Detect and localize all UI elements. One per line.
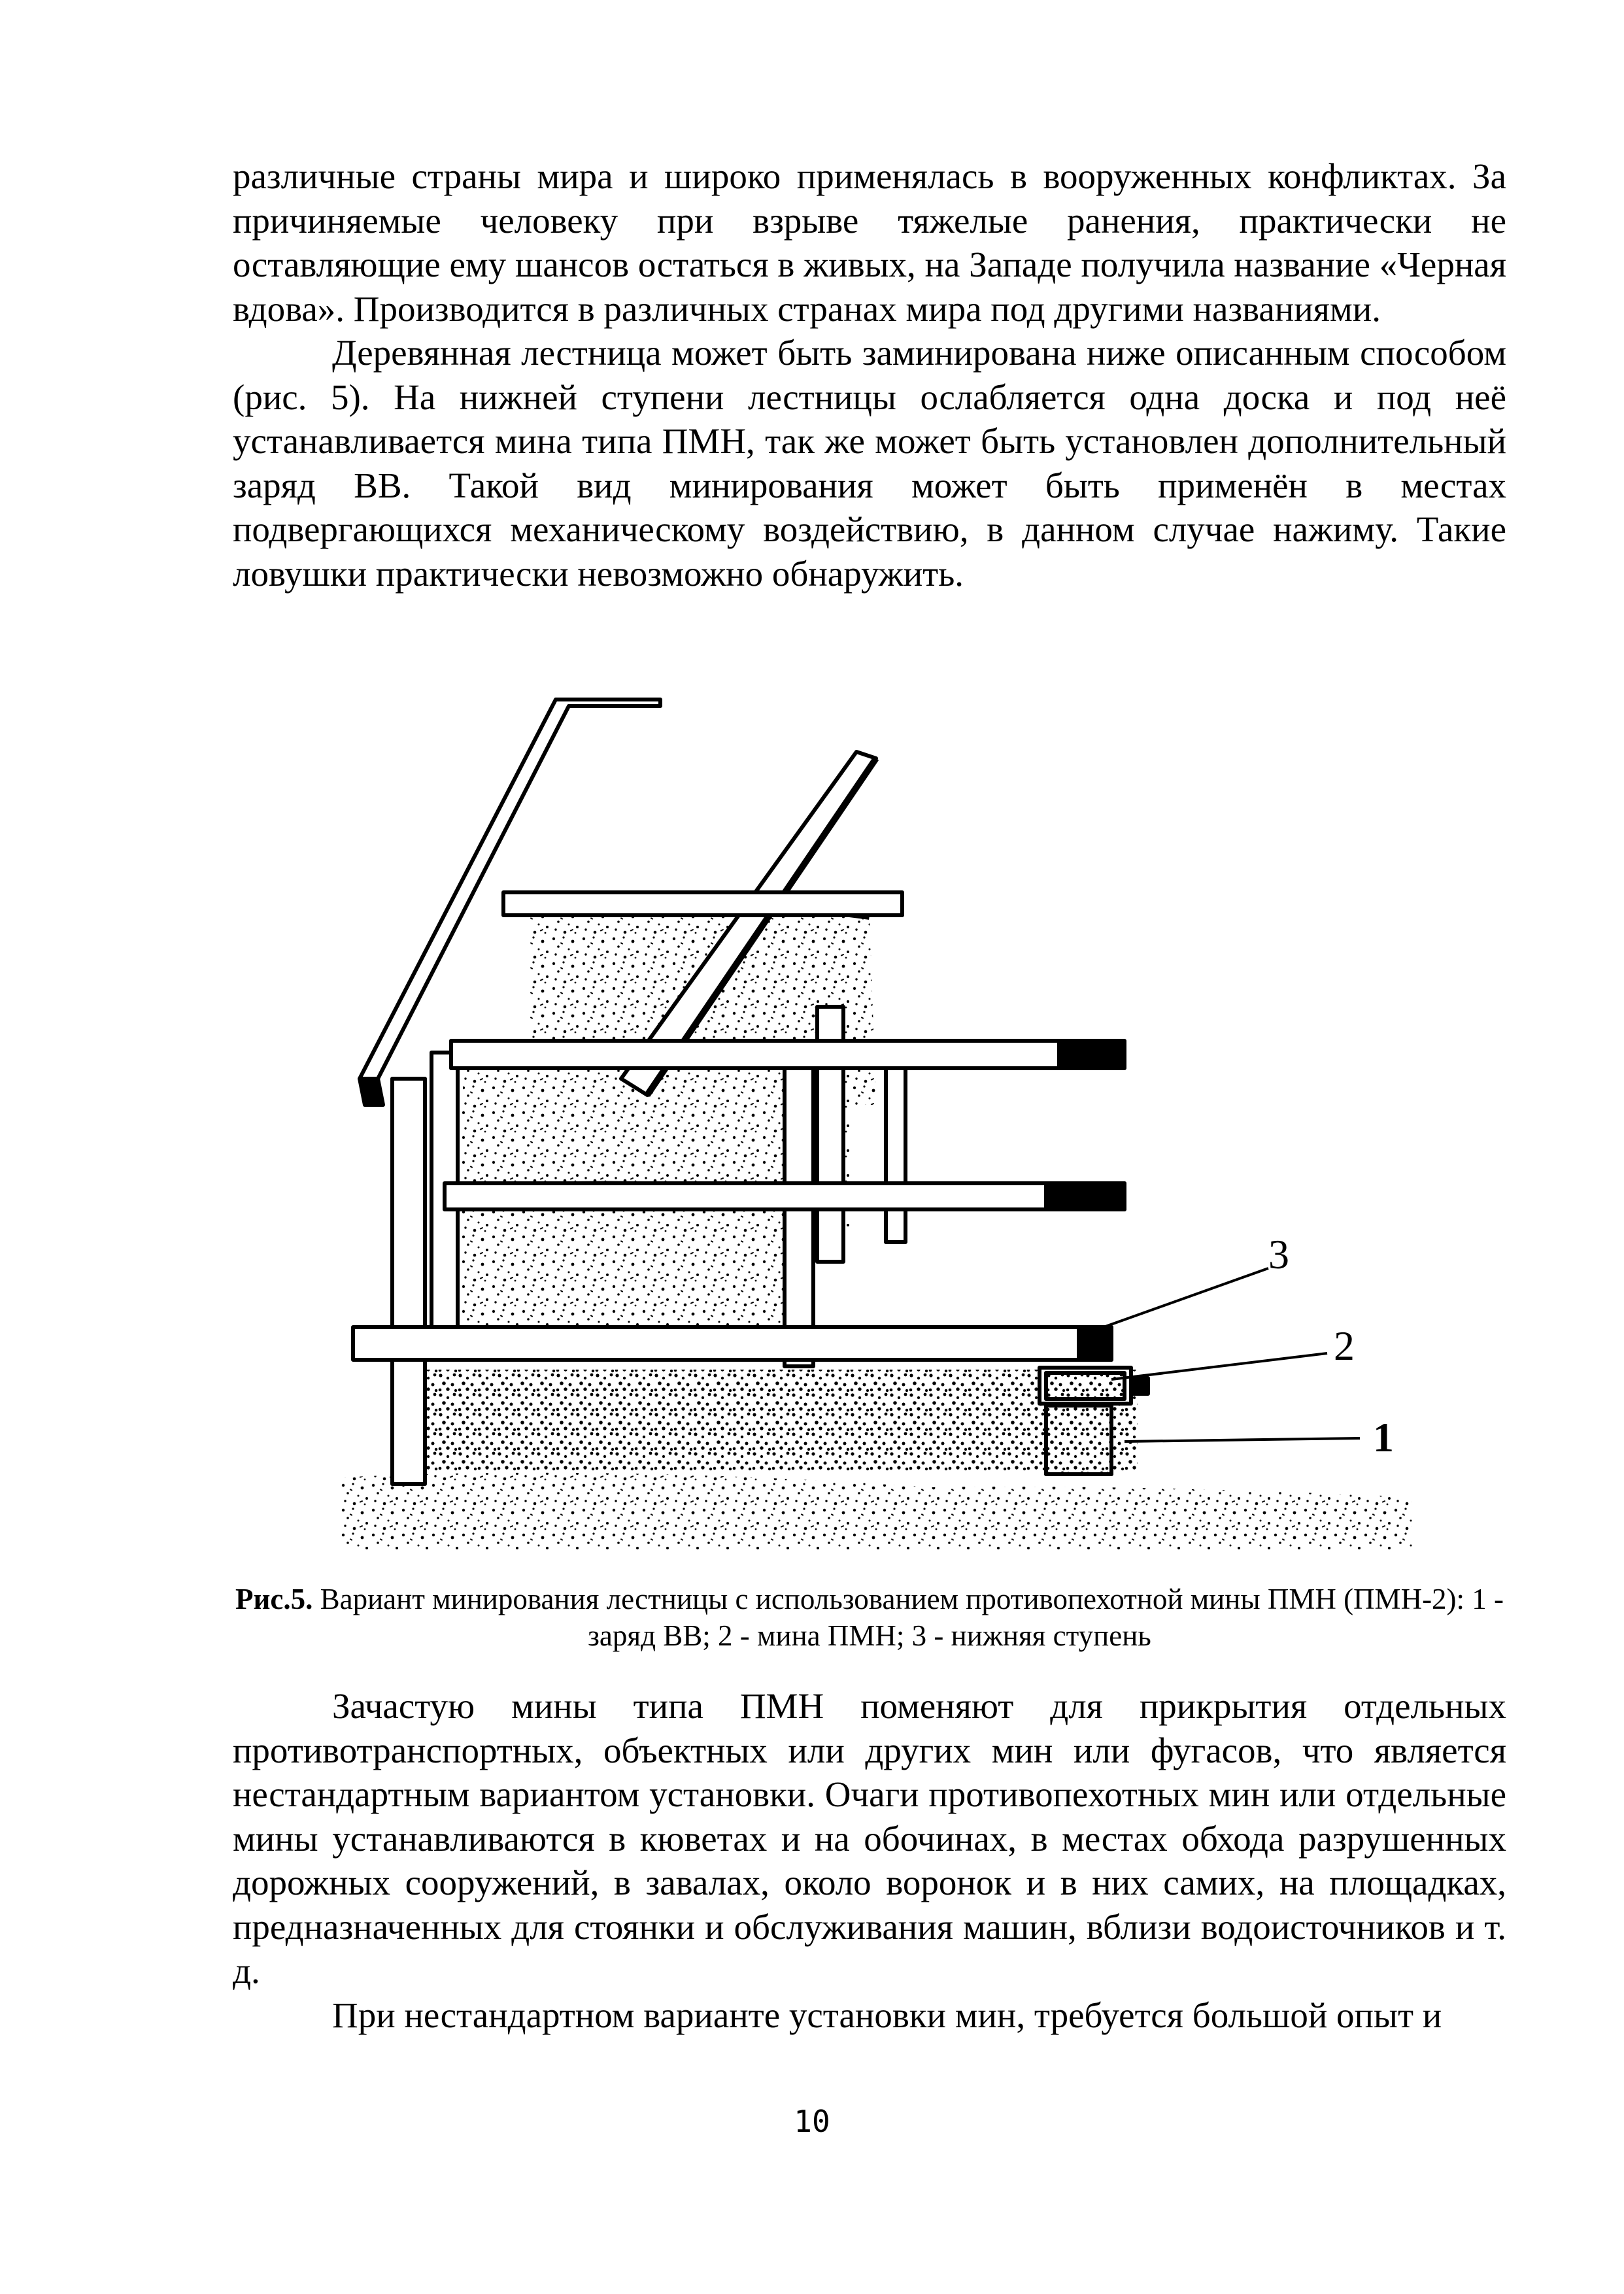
- caption-prefix: Рис.5.: [235, 1583, 313, 1615]
- staircase-drawing: [340, 700, 1412, 1549]
- top-text: [233, 154, 1506, 596]
- paragraph-pmn-use: Зачастую мины типа ПМН поменяют для прикрытия отдельных противотранспортных, объектных или других мин или фугасов, что является нестандартным вариантом установки. Очаги противопехотных мин или отдельные мины устанавливаются в кюветах и на обочинах, в местах обхода разрушенных дорожных сооружений, в завалах, около воронок и в них самих, на площадках, предназначенных для стоянки и обслуживания машин, вблизи водоисточников и т. д.: [233, 1686, 1506, 1991]
- page-number: 10: [794, 2104, 830, 2139]
- caption-text: Вариант минирования лестницы с использованием противопехотной мины ПМН (ПМН-2): 1 - заряд ВВ; 2 - мина ПМН; 3 - нижняя ступень: [313, 1583, 1504, 1652]
- staircase-mine-figure: [340, 686, 1412, 1549]
- label-2: 2: [1334, 1323, 1355, 1369]
- figure-caption: [233, 1581, 1506, 1654]
- figure-labels: [1268, 1231, 1394, 1460]
- paragraph-continuation: различные страны мира и широко применялась в вооруженных конфликтах. За причиняемые человеку при взрыве тяжелые ранения, практически не оставляющие ему шансов остаться в живых, на Западе получила название «Черная вдова». Производится в различных странах мира под другими названиями.: [233, 156, 1506, 329]
- paragraph-nonstandard: При нестандартном варианте установки мин, требуется большой опыт и: [332, 1995, 1442, 2035]
- paragraph-staircase: Деревянная лестница может быть заминирована ниже описанным способом (рис. 5). На нижней ступени лестницы ослабляется одна доска и под неё устанавливается мина типа ПМН, так же может быть установлен дополнительный заряд ВВ. Такой вид минирования может быть применён в местах подвергающихся механическому воздействию, в данном случае нажиму. Такие ловушки практически невозможно обнаружить.: [233, 333, 1506, 594]
- bottom-text: [233, 1684, 1506, 2037]
- label-3: 3: [1268, 1231, 1289, 1277]
- label-1: 1: [1373, 1414, 1394, 1460]
